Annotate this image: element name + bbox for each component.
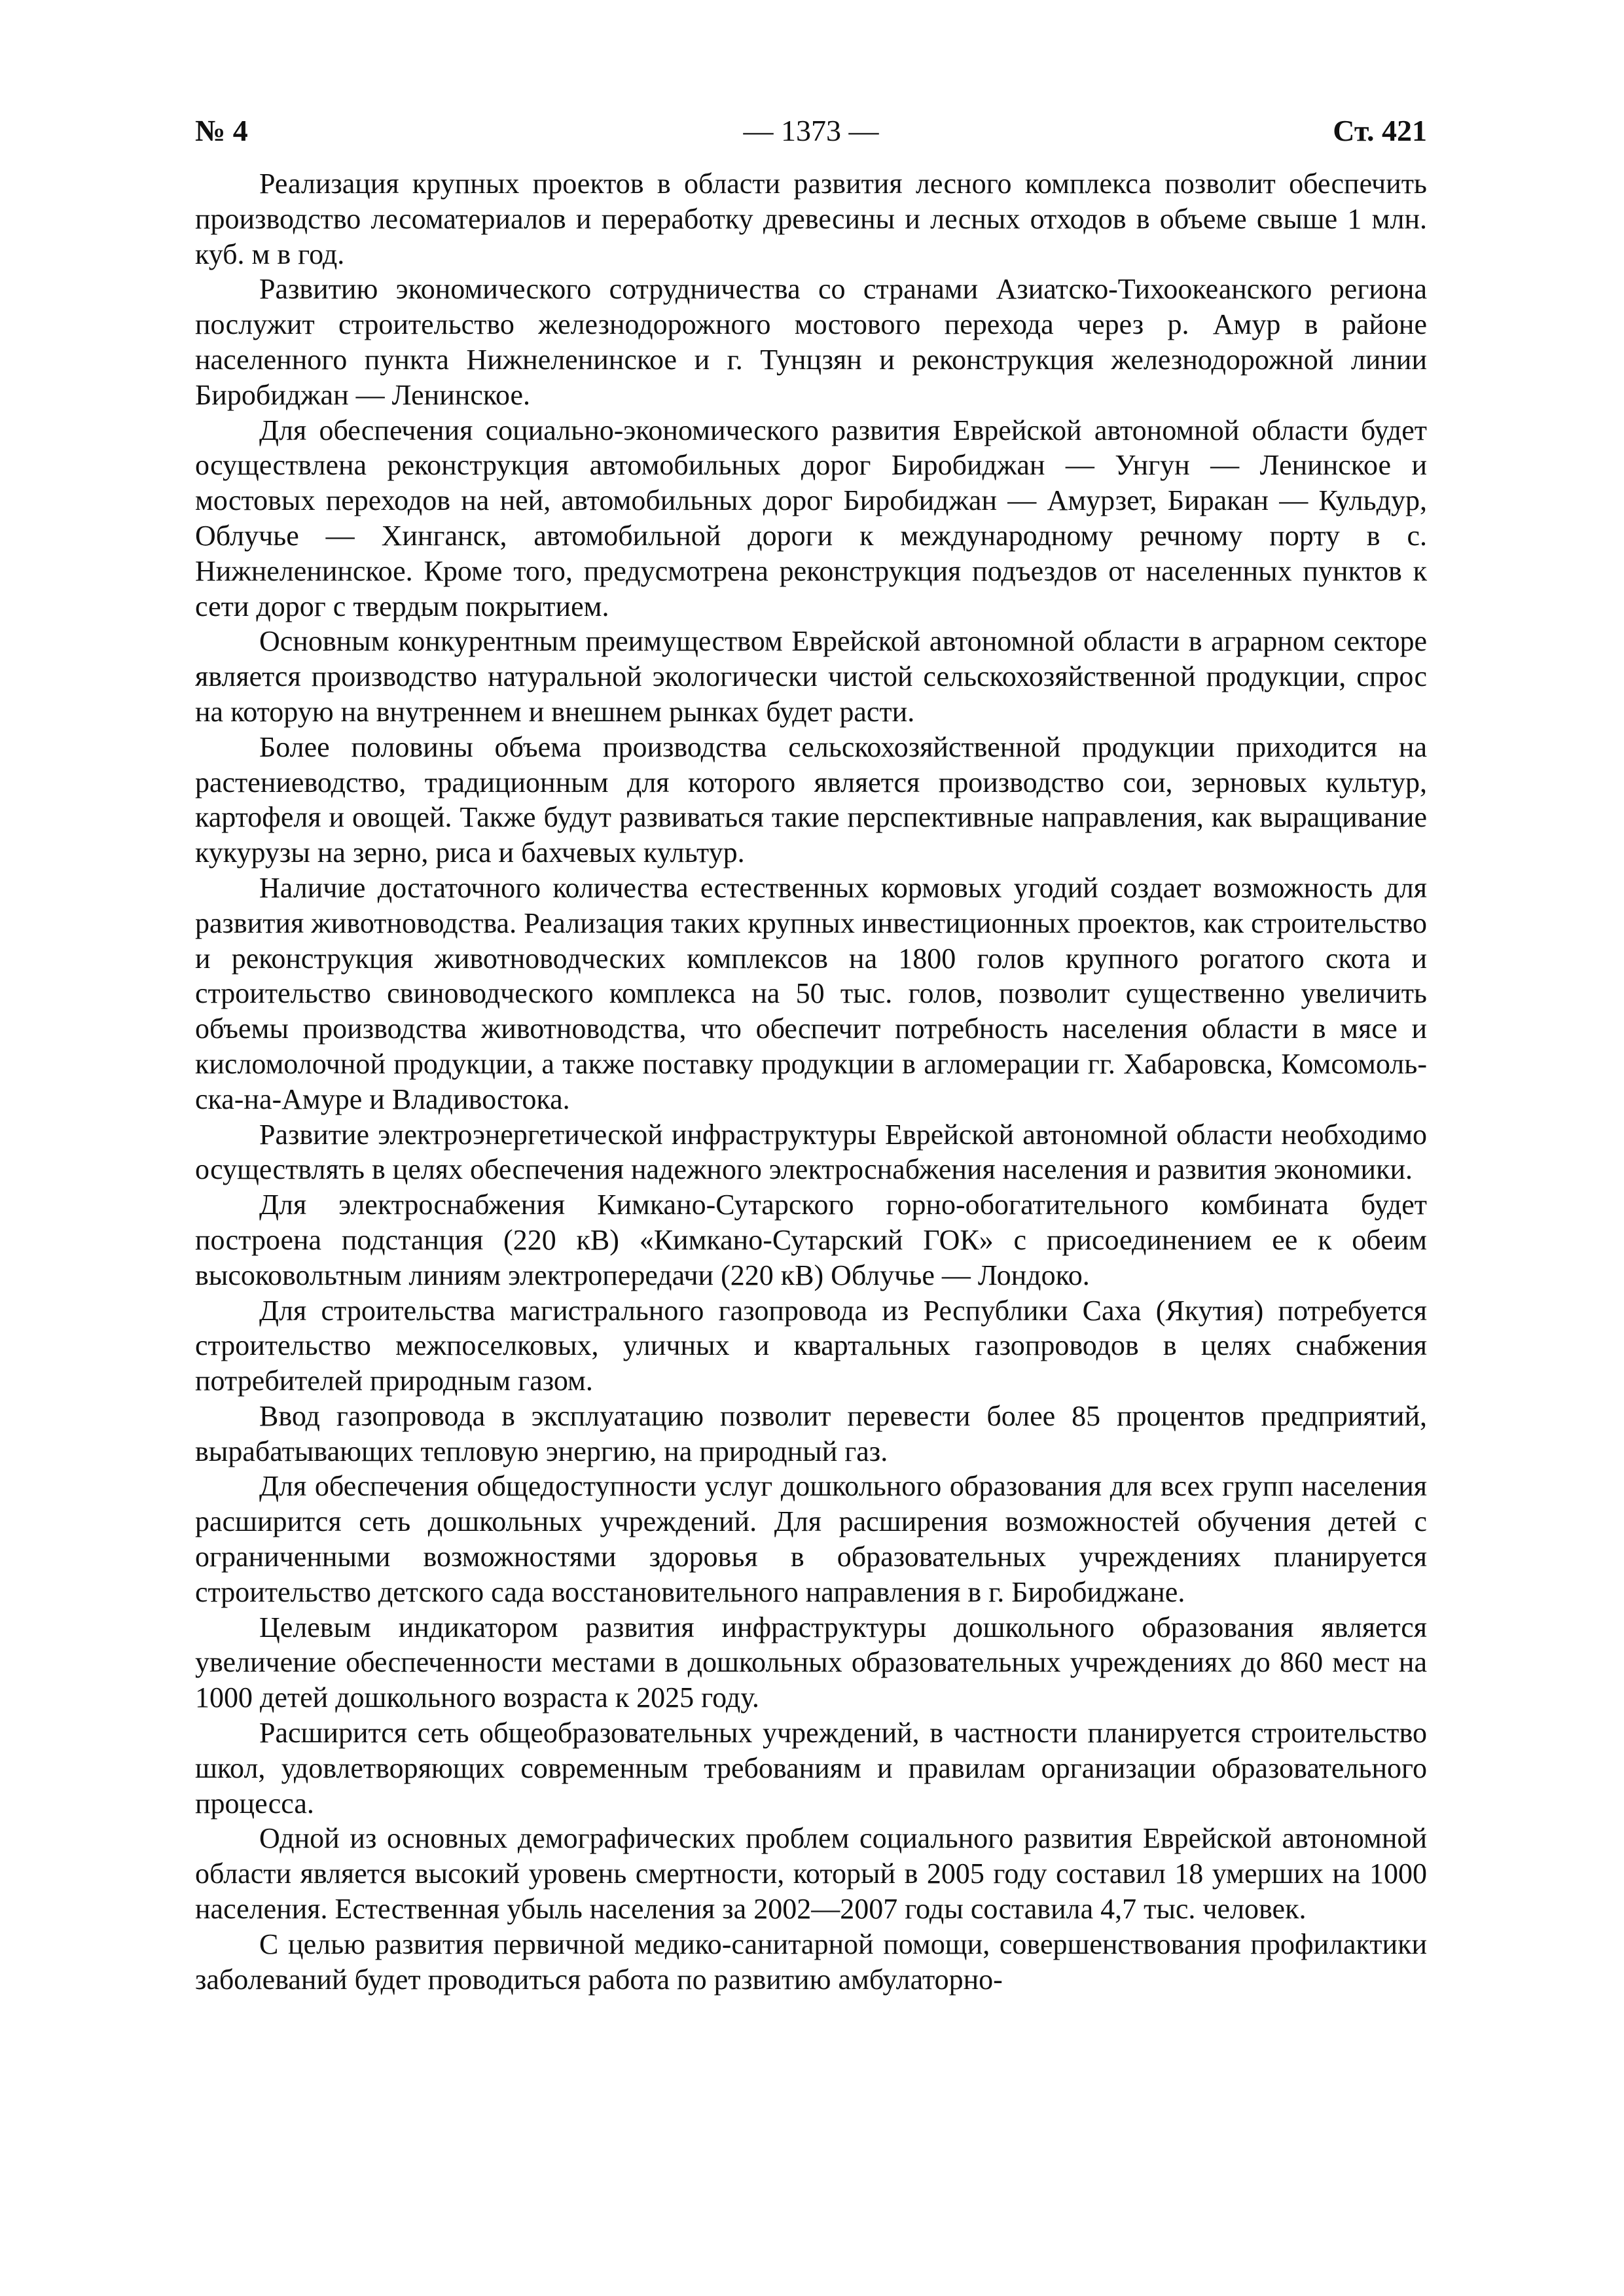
paragraph: Одной из основных демографических проблем социального развития Еврейской автономной области является высокий уровень смертности, который в 2005 году составил 18 умерших на 1000 населения. Естественная убыль населения за 2002—2007 годы составила 4,7 тыс. человек. bbox=[195, 1822, 1427, 1926]
paragraph: Основным конкурентным преимуществом Еврейской автономной области в аграрном секторе является производство натуральной экологически чистой сельскохозяйственной продукции, спрос на которую на внутреннем и внешнем рынках будет расти. bbox=[195, 625, 1427, 728]
paragraph: Развитию экономического сотрудничества со странами Азиатско-Тихоокеанского региона послужит строительство железнодорожного мостового перехода через р. Амур в районе населенного пункта Нижнеленинское и г. Тунцзян и реконструкция железнодорожной линии Биробиджан — Ленинское. bbox=[195, 273, 1427, 411]
paragraph: Расширится сеть общеобразовательных учреждений, в частности планируется строительство школ, удовлетворяющих современным требованиям и правилам организации образовательного процесса. bbox=[195, 1717, 1427, 1820]
paragraph: Для электроснабжения Кимкано-Сутарского горно-обогатительного комбината будет построена подстанция (220 кВ) «Кимкано-Сутарский ГОК» с присоединением ее к обеим высоковольтным линиям электропередачи (220 кВ) Облучье — Лондоко. bbox=[195, 1189, 1427, 1291]
document-body bbox=[195, 166, 1427, 1997]
issue-number: № 4 bbox=[195, 114, 248, 147]
paragraph: Для обеспечения общедоступности услуг дошкольного образования для всех групп населения расширится сеть дошкольных учреждений. Для расширения возможностей обучения детей с ограниченными возможностями здоровья в образовательных учреждениях планируется строительство детского сада восстановительного направления в г. Биробиджане. bbox=[195, 1470, 1427, 1608]
page-number: — 1373 — bbox=[743, 114, 879, 147]
paragraph: С целью развития первичной медико-санитарной помощи, совершенствования профилактики заболеваний будет проводиться работа по развитию амбулаторно- bbox=[195, 1928, 1427, 1996]
document-page bbox=[195, 110, 1427, 1997]
page-header bbox=[195, 110, 1427, 152]
paragraph: Целевым индикатором развития инфраструктуры дошкольного образования является увеличение обеспеченности местами в дошкольных образовательных учреждениях до 860 мест на 1000 детей дошкольного возраста к 2025 году. bbox=[195, 1611, 1427, 1714]
paragraph: Развитие электроэнергетической инфраструктуры Еврейской автономной области необходимо осуществлять в целях обеспечения надежного электроснабжения населения и развития экономики. bbox=[195, 1118, 1427, 1186]
paragraph: Реализация крупных проектов в области развития лесного комплекса позволит обеспечить производство лесоматериалов и переработку древесины и лесных отходов в объеме свыше 1 млн. куб. м в год. bbox=[195, 168, 1427, 270]
article-number: Ст. 421 bbox=[1333, 114, 1427, 147]
paragraph: Для обеспечения социально-экономического развития Еврейской автономной области будет осуществлена реконструкция автомобильных дорог Биробиджан — Унгун — Ленинское и мостовых переходов на ней, автомобильных дорог Биробиджан — Амурзет, Биракан — Кульдур, Облучье — Хинганск, автомобильной дороги к международному речному порту в с. Нижнеленинское. Кроме того, предусмотрена реконструкция подъездов от населенных пунктов к сети дорог с твердым покрытием. bbox=[195, 414, 1427, 622]
paragraph: Наличие достаточного количества естественных кормовых угодий создает возможность для развития животноводства. Реализация таких крупных инвестиционных проектов, как строительство и реконструкция животноводческих комплексов на 1800 голов крупного рогатого скота и строительство свиноводческого комплекса на 50 тыс. голов, позволит существенно увеличить объемы производства животноводства, что обеспечит потребность населения области в мясе и кисломолочной продукции, а также поставку продукции в агломерации гг. Хабаровска, Комсомольска-на-Амуре и Владивостока. bbox=[195, 871, 1427, 1115]
paragraph: Более половины объема производства сельскохозяйственной продукции приходится на растениеводство, традиционным для которого является производство сои, зерновых культур, картофеля и овощей. Также будут развиваться такие перспективные направления, как выращивание кукурузы на зерно, риса и бахчевых культур. bbox=[195, 730, 1427, 869]
paragraph: Ввод газопровода в эксплуатацию позволит перевести более 85 процентов предприятий, вырабатывающих тепловую энергию, на природный газ. bbox=[195, 1399, 1427, 1467]
paragraph: Для строительства магистрального газопровода из Республики Саха (Якутия) потребуется строительство межпоселковых, уличных и квартальных газопроводов в целях снабжения потребителей природным газом. bbox=[195, 1294, 1427, 1397]
